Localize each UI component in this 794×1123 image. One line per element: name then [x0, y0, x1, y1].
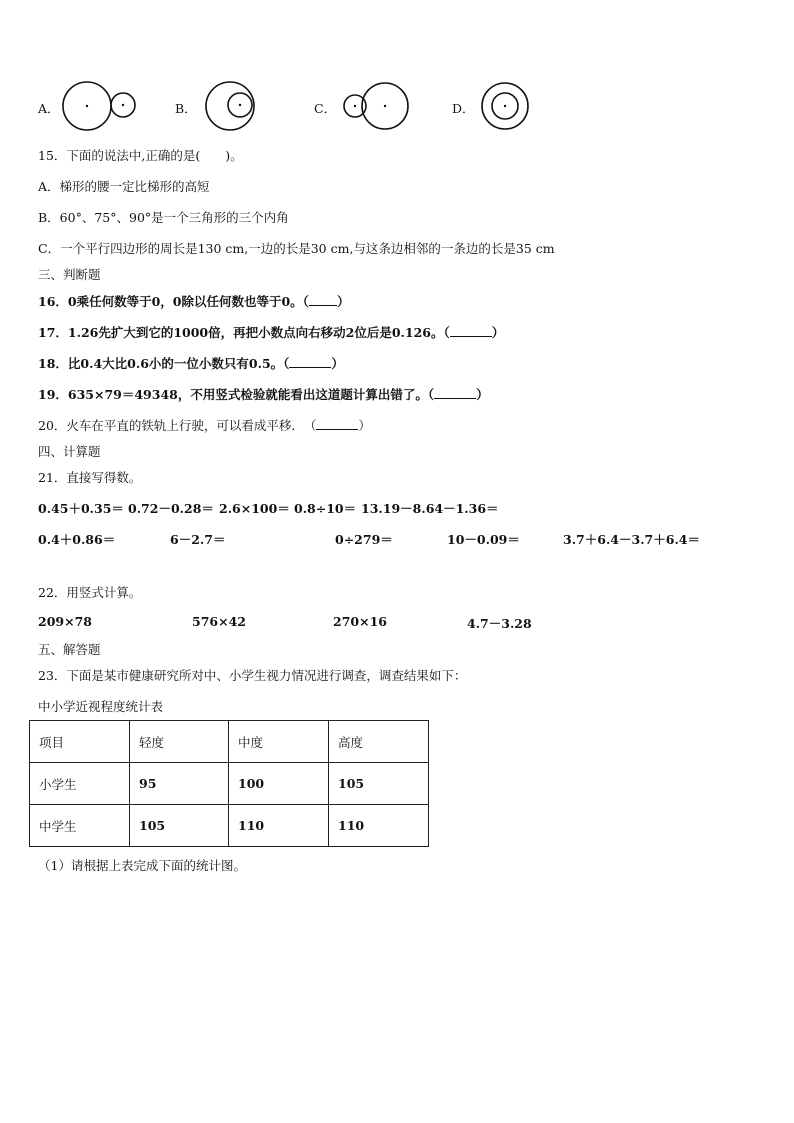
- calc-item: 13.19－8.64－1.36＝: [361, 501, 499, 516]
- vertical-calc-item: 576×42: [192, 614, 246, 629]
- answer-blank[interactable]: [450, 324, 492, 337]
- question-19-close: ）: [476, 387, 489, 402]
- question-18: [38, 354, 344, 372]
- table-cell: 105: [130, 805, 229, 847]
- table-header-cell: 中度: [229, 721, 329, 763]
- table-row: [30, 805, 429, 847]
- option-b-label: B．: [175, 101, 197, 116]
- question-20-text: 20．火车在平直的铁轨上行驶，可以看成平移． （: [38, 418, 317, 433]
- answer-blank[interactable]: [309, 293, 337, 306]
- question-23-sub-1: （1）请根据上表完成下面的统计图。: [38, 858, 246, 873]
- calc-item: 10－0.09＝: [447, 532, 520, 547]
- question-20: [38, 416, 371, 434]
- question-18-text: 18．比0.4大比0.6小的一位小数只有0.5。（: [38, 356, 290, 371]
- table-header-row: [30, 721, 429, 763]
- question-16: [38, 292, 349, 310]
- answer-blank[interactable]: [434, 386, 476, 399]
- table-header-cell: 轻度: [130, 721, 229, 763]
- section-3-heading: 三、判断题: [38, 267, 101, 282]
- calc-item: 0÷279＝: [335, 532, 393, 547]
- vertical-calc-item: 4.7－3.28: [467, 616, 532, 631]
- option-d-circles-figure: [480, 80, 532, 132]
- calc-item: 3.7＋6.4－3.7＋6.4＝: [563, 532, 700, 547]
- question-21-stem: 21．直接写得数。: [38, 470, 142, 485]
- question-15-stem: 15．下面的说法中,正确的是( )。: [38, 148, 243, 163]
- table-title: 中小学近视程度统计表: [38, 699, 164, 714]
- myopia-stat-table: [29, 720, 429, 847]
- section-4-heading: 四、计算题: [38, 444, 101, 459]
- table-cell: 110: [329, 805, 429, 847]
- question-22-stem: 22．用竖式计算。: [38, 585, 142, 600]
- section-5-heading: 五、解答题: [38, 642, 101, 657]
- question-23-stem: 23．下面是某市健康研究所对中、小学生视力情况进行调查，调查结果如下：: [38, 668, 467, 683]
- table-cell: 95: [130, 763, 229, 805]
- vertical-calc-item: 270×16: [333, 614, 387, 629]
- table-cell: 110: [229, 805, 329, 847]
- question-16-text: 16．0乘任何数等于0，0除以任何数也等于0。（: [38, 294, 309, 309]
- question-15-option-c: C．一个平行四边形的周长是130 cm,一边的长是30 cm,与这条边相邻的一条边的长是35 cm: [38, 241, 555, 256]
- question-15-option-b: B．60°、75°、90°是一个三角形的三个内角: [38, 210, 289, 225]
- table-header-cell: 高度: [329, 721, 429, 763]
- answer-blank[interactable]: [289, 355, 331, 368]
- question-19: [38, 385, 489, 403]
- answer-blank[interactable]: [316, 417, 358, 430]
- question-16-close: ）: [336, 294, 350, 309]
- question-19-text: 19．635×79＝49348，不用竖式检验就能看出这道题计算出错了。（: [38, 387, 435, 402]
- question-17-close: ）: [491, 325, 505, 340]
- question-18-close: ）: [331, 356, 344, 371]
- question-17: [38, 323, 504, 341]
- calc-item: 0.4＋0.86＝: [38, 532, 116, 547]
- option-c-label: C．: [314, 101, 337, 116]
- calc-item: 2.6×100＝: [219, 501, 290, 516]
- option-b-circles-figure: [203, 80, 259, 132]
- table-cell: 100: [229, 763, 329, 805]
- question-17-text: 17．1.26先扩大到它的1000倍，再把小数点向右移动2位后是0.126。（: [38, 325, 450, 340]
- table-row: [30, 763, 429, 805]
- question-15-option-a: A．梯形的腰一定比梯形的高短: [38, 179, 210, 194]
- question-20-close: ）: [358, 418, 371, 433]
- vertical-calc-item: 209×78: [38, 614, 92, 629]
- calc-item: 0.45＋0.35＝: [38, 501, 124, 516]
- table-cell: 小学生: [30, 763, 130, 805]
- calc-item: 0.72－0.28＝: [128, 501, 214, 516]
- calc-item: 0.8÷10＝: [294, 501, 357, 516]
- table-cell: 105: [329, 763, 429, 805]
- calc-item: 6－2.7＝: [170, 532, 226, 547]
- option-a-circles-figure: [60, 80, 140, 132]
- option-c-circles-figure: [340, 80, 412, 132]
- option-d-label: D．: [452, 101, 475, 116]
- option-a-label: A．: [38, 101, 60, 116]
- table-cell: 中学生: [30, 805, 130, 847]
- table-header-cell: 项目: [30, 721, 130, 763]
